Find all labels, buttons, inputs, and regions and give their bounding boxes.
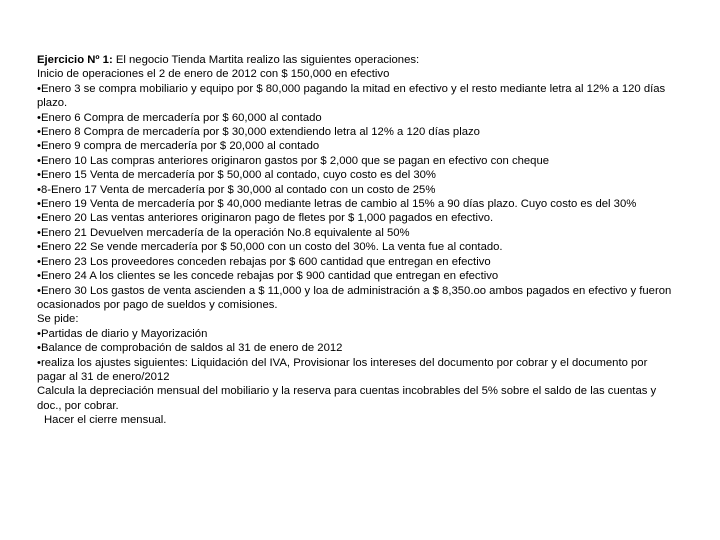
operation-item: •Enero 22 Se vende mercadería por $ 50,000 con un costo del 30%. La venta fue al contado. <box>37 241 503 254</box>
exercise-heading <box>37 53 677 67</box>
exercise-heading-text: El negocio Tienda Martita realizo las siguientes operaciones: <box>112 54 420 66</box>
requirements-title: Se pide: <box>37 313 79 326</box>
operation-item: •Enero 21 Devuelven mercadería de la operación No.8 equivalente al 50% <box>37 226 410 239</box>
operations-list <box>37 82 677 313</box>
exercise-document <box>37 53 677 428</box>
exercise-intro: Inicio de operaciones el 2 de enero de 2012 con $ 150,000 en efectivo <box>37 68 390 81</box>
requirement-item: •Partidas de diario y Mayorización <box>37 327 208 340</box>
operation-item: •Enero 15 Venta de mercadería por $ 50,000 al contado, cuyo costo es del 30% <box>37 169 436 182</box>
requirement-item: •Balance de comprobación de saldos al 31 de enero de 2012 <box>37 342 343 355</box>
operation-item: •Enero 8 Compra de mercadería por $ 30,000 extendiendo letra al 12% a 120 días plazo <box>37 126 480 139</box>
operation-item: •Enero 24 A los clientes se les concede rebajas por $ 900 cantidad que entregan en efectivo <box>37 270 499 283</box>
requirement-item: •realiza los ajustes siguientes: Liquidación del IVA, Provisionar los intereses del documento por cobrar y el documento por pagar al 31 de enero/2012 <box>37 356 648 383</box>
depreciation-note: Calcula la depreciación mensual del mobiliario y la reserva para cuentas incobrables del 5% sobre el saldo de las cuentas y doc., por cobrar. <box>37 385 657 412</box>
exercise-heading-label: Ejercicio Nº 1: <box>37 54 113 66</box>
operation-item: •8-Enero 17 Venta de mercadería por $ 30,000 al contado con un costo de 25% <box>37 183 436 196</box>
operation-item: •Enero 10 Las compras anteriores originaron gastos por $ 2,000 que se pagan en efectivo con cheque <box>37 154 550 167</box>
operation-item: •Enero 23 Los proveedores conceden rebajas por $ 600 cantidad que entregan en efectivo <box>37 255 491 268</box>
operation-item: •Enero 3 se compra mobiliario y equipo por $ 80,000 pagando la mitad en efectivo y el resto mediante letra al 12% a 120 días plazo. <box>37 82 666 110</box>
operation-item: •Enero 19 Venta de mercadería por $ 40,000 mediante letras de cambio al 15% a 90 días plazo. Cuyo costo es del 30% <box>37 198 637 211</box>
operation-item: •Enero 6 Compra de mercadería por $ 60,000 al contado <box>37 111 322 124</box>
operation-item: •Enero 20 Las ventas anteriores originaron pago de fletes por $ 1,000 pagados en efectivo. <box>37 212 494 225</box>
closing-note: Hacer el cierre mensual. <box>44 414 167 427</box>
operation-item: •Enero 30 Los gastos de venta ascienden a $ 11,000 y loa de administración a $ 8,350.oo ambos pagados en efectivo y fueron ocasionados por pago de sueldos y comisiones. <box>37 284 672 311</box>
requirements-list <box>37 327 677 385</box>
operation-item: •Enero 9 compra de mercadería por $ 20,000 al contado <box>37 140 320 153</box>
